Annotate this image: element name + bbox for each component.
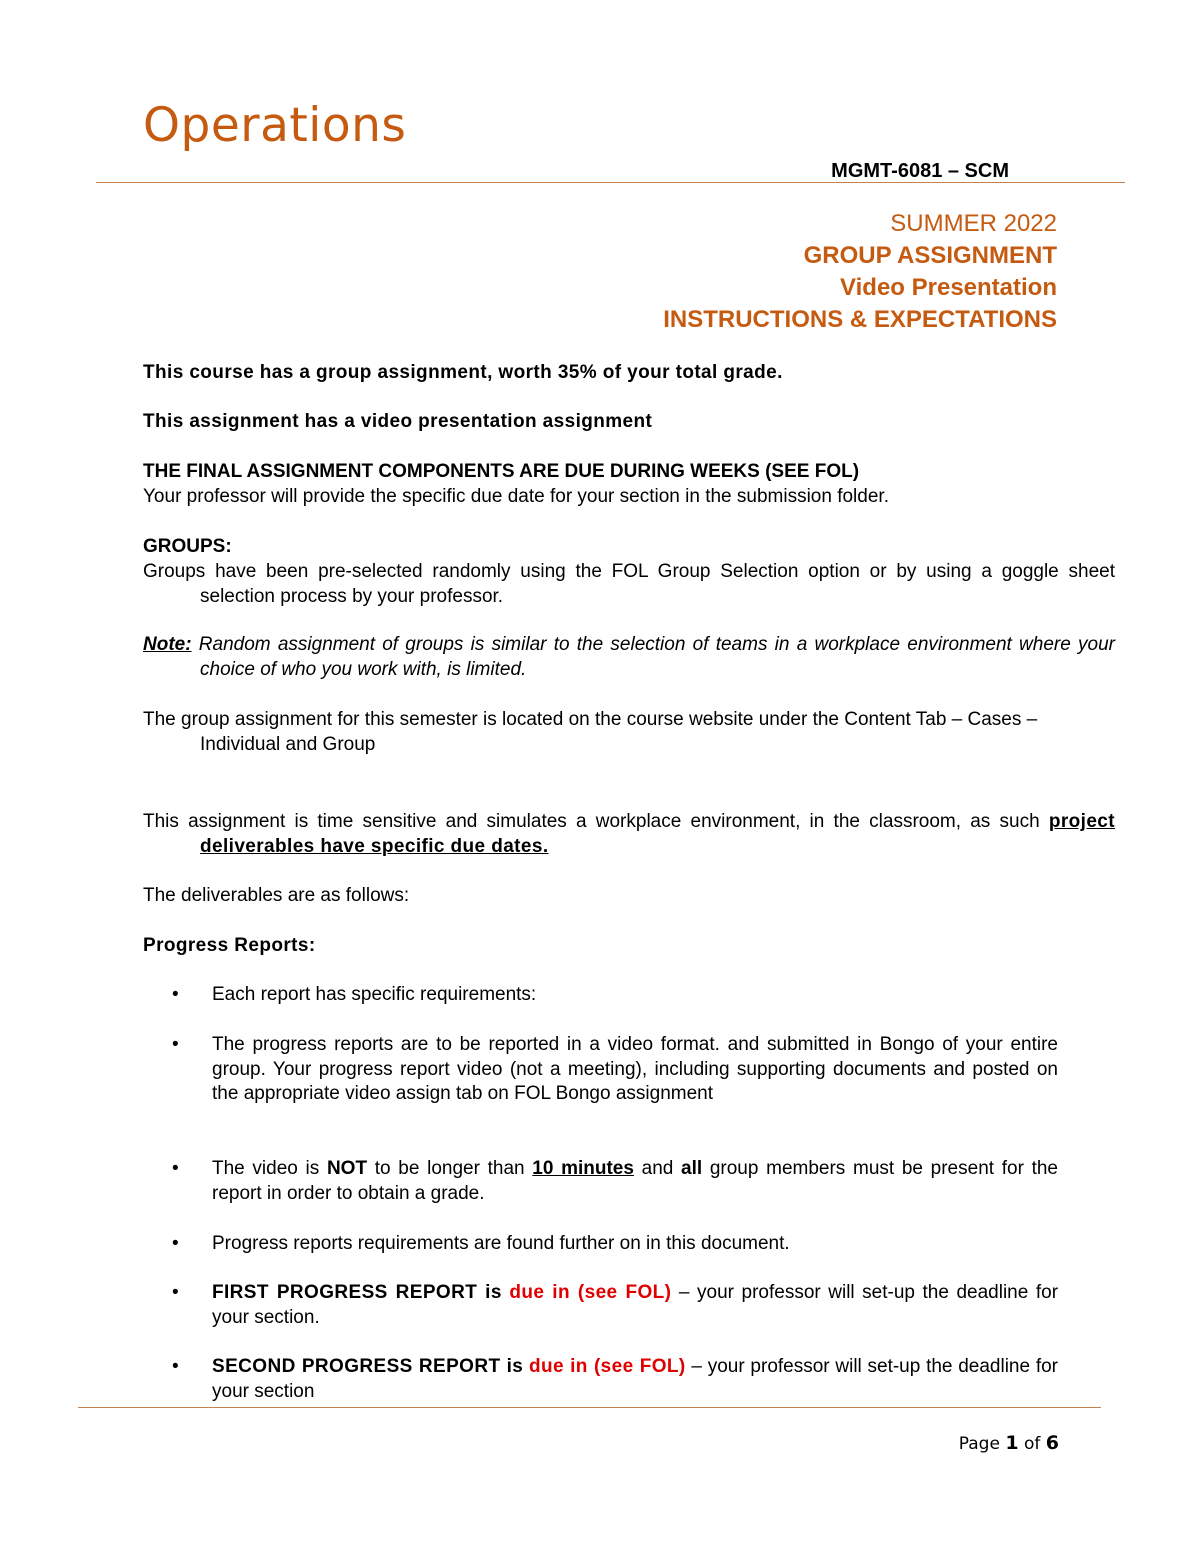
report-label: FIRST PROGRESS REPORT is xyxy=(212,1282,502,1303)
text-run: group members must be present for the report in order to obtain a grade. xyxy=(212,1158,1058,1204)
term-label: SUMMER 2022 xyxy=(890,210,1057,237)
assignment-type: GROUP ASSIGNMENT xyxy=(803,242,1057,269)
text-run: to be longer than xyxy=(374,1158,525,1179)
intro-grade-weight: This course has a group assignment, worth 35% of your total grade. xyxy=(143,362,783,383)
bullet-icon: • xyxy=(172,1282,179,1303)
list-item xyxy=(172,1157,1058,1207)
bullet-icon: • xyxy=(172,1158,179,1179)
bullet-icon: • xyxy=(172,1356,179,1377)
bullet-text: Each report has specific requirements: xyxy=(212,984,537,1005)
deliverables-due-emphasis: project deliverables have specific due dates. xyxy=(200,811,1116,857)
text-run: and xyxy=(641,1158,674,1179)
note-text: Random assignment of groups is similar to the selection of teams in a workplace environment where your choice of who you work with, is limited. xyxy=(198,634,1115,680)
bullet-icon: • xyxy=(172,1034,179,1055)
emphasis-not: NOT xyxy=(326,1158,368,1179)
page-number xyxy=(959,1432,1059,1454)
groups-note xyxy=(143,633,1115,682)
list-item xyxy=(172,1355,1058,1405)
note-label: Note: xyxy=(143,634,192,655)
assignment-heading xyxy=(357,208,1057,336)
due-indicator: due in (see FOL) xyxy=(509,1282,672,1303)
report-label: SECOND PROGRESS REPORT is xyxy=(212,1356,524,1377)
total-pages: 6 xyxy=(1045,1432,1059,1454)
list-item xyxy=(172,1232,1058,1258)
bullet-icon: • xyxy=(172,984,179,1005)
of-word: of xyxy=(1023,1434,1041,1454)
assignment-location: The group assignment for this semester is located on the course website under the Content Tab – Cases – Individual and Group xyxy=(143,709,1038,755)
list-item xyxy=(172,1033,1058,1107)
bullet-text: The progress reports are to be reported in a video format. and submitted in Bongo of your entire group. Your progress report video (not a meeting), including supporting documents and posted on the appropriate video assign tab on FOL Bongo assignment xyxy=(212,1034,1058,1104)
text-run: – your professor will set-up the deadline for your section. xyxy=(212,1282,1059,1328)
list-item xyxy=(172,983,1058,1009)
due-weeks-heading: THE FINAL ASSIGNMENT COMPONENTS ARE DUE DURING WEEKS (SEE FOL) xyxy=(143,461,860,482)
emphasis-all: all xyxy=(681,1158,703,1179)
bullet-text: Progress reports requirements are found further on in this document. xyxy=(212,1233,790,1254)
bullet-icon: • xyxy=(172,1233,179,1254)
time-sensitive-main: This assignment is time sensitive and simulates a workplace environment, in the classroom, as such xyxy=(143,811,1040,832)
bullet-text xyxy=(212,1157,1058,1206)
document-title: Operations xyxy=(143,98,407,153)
page-word: Page xyxy=(958,1434,1000,1454)
text-run: The video is xyxy=(212,1158,320,1179)
bullet-text xyxy=(212,1355,1058,1404)
progress-reports-heading: Progress Reports: xyxy=(143,935,316,956)
current-page: 1 xyxy=(1005,1432,1019,1454)
assignment-subtitle: INSTRUCTIONS & EXPECTATIONS xyxy=(663,306,1057,333)
time-sensitive-text xyxy=(143,810,1115,859)
assignment-format: Video Presentation xyxy=(840,274,1057,301)
header-divider xyxy=(96,182,1125,183)
due-date-text: Your professor will provide the specific due date for your section in the submission folder. xyxy=(143,486,889,507)
groups-heading: GROUPS: xyxy=(143,536,232,557)
text-run: – your professor will set-up the deadline for your section xyxy=(212,1356,1058,1402)
intro-video-note: This assignment has a video presentation assignment xyxy=(143,411,653,432)
footer-divider xyxy=(78,1407,1101,1408)
emphasis-duration: 10 minutes xyxy=(532,1158,634,1179)
list-item xyxy=(172,1281,1058,1331)
deliverables-intro: The deliverables are as follows: xyxy=(143,885,410,906)
due-indicator: due in (see FOL) xyxy=(529,1356,686,1377)
bullet-text xyxy=(212,1281,1058,1330)
course-code: MGMT-6081 – SCM xyxy=(831,160,1009,182)
groups-text: Groups have been pre-selected randomly using the FOL Group Selection option or by using a goggle sheet selection process by your professor. xyxy=(143,561,1115,607)
